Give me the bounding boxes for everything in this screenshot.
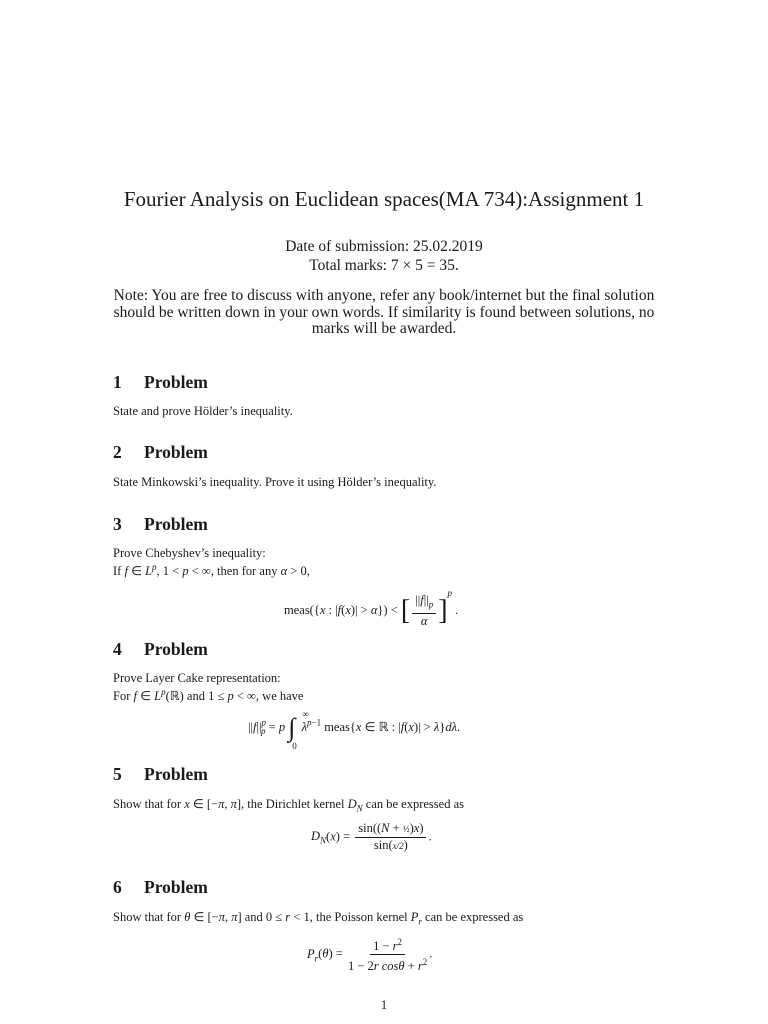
problem-4-text: Prove Layer Cake representation: xyxy=(113,671,281,685)
problem-2-text: State Minkowski’s inequality. Prove it using Hölder’s inequality. xyxy=(113,475,437,489)
problem-6-text: Show that for θ ∈ [−π, π] and 0 ≤ r < 1, the Poisson kernel $P_r$ can be expressed as xyxy=(113,910,524,927)
section-number: 5 xyxy=(113,764,122,784)
poisson-equation: $P_r(\theta)$ = $\frac{1 - r^2}{1 - 2r \cos\theta + r^2}$ . xyxy=(307,937,433,974)
section-2-heading xyxy=(113,442,208,463)
problem-5-text: Show that for x ∈ [−π, π], the Dirichlet kernel $D_N$ can be expressed as xyxy=(113,797,464,814)
section-title: Problem xyxy=(144,877,208,897)
section-title: Problem xyxy=(144,764,208,784)
problem-4-condition: For f ∈ $L^p(ℝ)$ and 1 ≤ p < ∞, we have xyxy=(113,687,304,704)
dirichlet-equation: $D_N(x)$ = $\frac{\text{sin((N + ½)x)}}{\sin(x/2)}$ . xyxy=(311,821,432,852)
section-3-heading xyxy=(113,514,208,535)
section-number: 1 xyxy=(113,372,122,392)
section-title: Problem xyxy=(144,514,208,534)
problem-1-text: State and prove Hölder’s inequality. xyxy=(113,404,293,418)
section-number: 6 xyxy=(113,877,122,897)
chebyshev-equation: meas({x : |f(x)| > α}) < [ $\frac{||f||_p}{\alpha}$ ]$^p$ . xyxy=(284,588,459,628)
section-1-heading xyxy=(113,372,208,393)
section-number: 2 xyxy=(113,442,122,462)
page-title: Fourier Analysis on Euclidean spaces(MA 734):Assignment 1 xyxy=(123,187,645,211)
section-4-heading xyxy=(113,639,208,660)
integral-sign: ∫ ∞ 0 xyxy=(288,709,309,751)
problem-3-text: Prove Chebyshev’s inequality: xyxy=(113,546,266,560)
note-paragraph: Note: You are free to discuss with anyone, refer any book/internet but the final solution should be written down in your own words. If similarity is found between solutions, no marks will be awarded. xyxy=(113,287,655,337)
page-number: 1 xyxy=(380,998,388,1012)
section-6-heading xyxy=(113,877,208,898)
section-number: 3 xyxy=(113,514,122,534)
section-5-heading xyxy=(113,764,208,785)
section-title: Problem xyxy=(144,442,208,462)
submission-date: Date of submission: 25.02.2019 xyxy=(285,238,483,255)
total-marks: Total marks: 7 × 5 = 35. xyxy=(309,257,459,274)
section-title: Problem xyxy=(144,372,208,392)
problem-3-condition: If f ∈ $L^p$, 1 < p < ∞, then for any α > 0, xyxy=(113,562,310,579)
layer-cake-equation: $||f||^p_p = p$ ∫ ∞ 0 $\lambda^{p-1}$ meas{x ∈ ℝ : |f(x)| > λ}dλ. xyxy=(248,709,461,751)
section-title: Problem xyxy=(144,639,208,659)
section-number: 4 xyxy=(113,639,122,659)
